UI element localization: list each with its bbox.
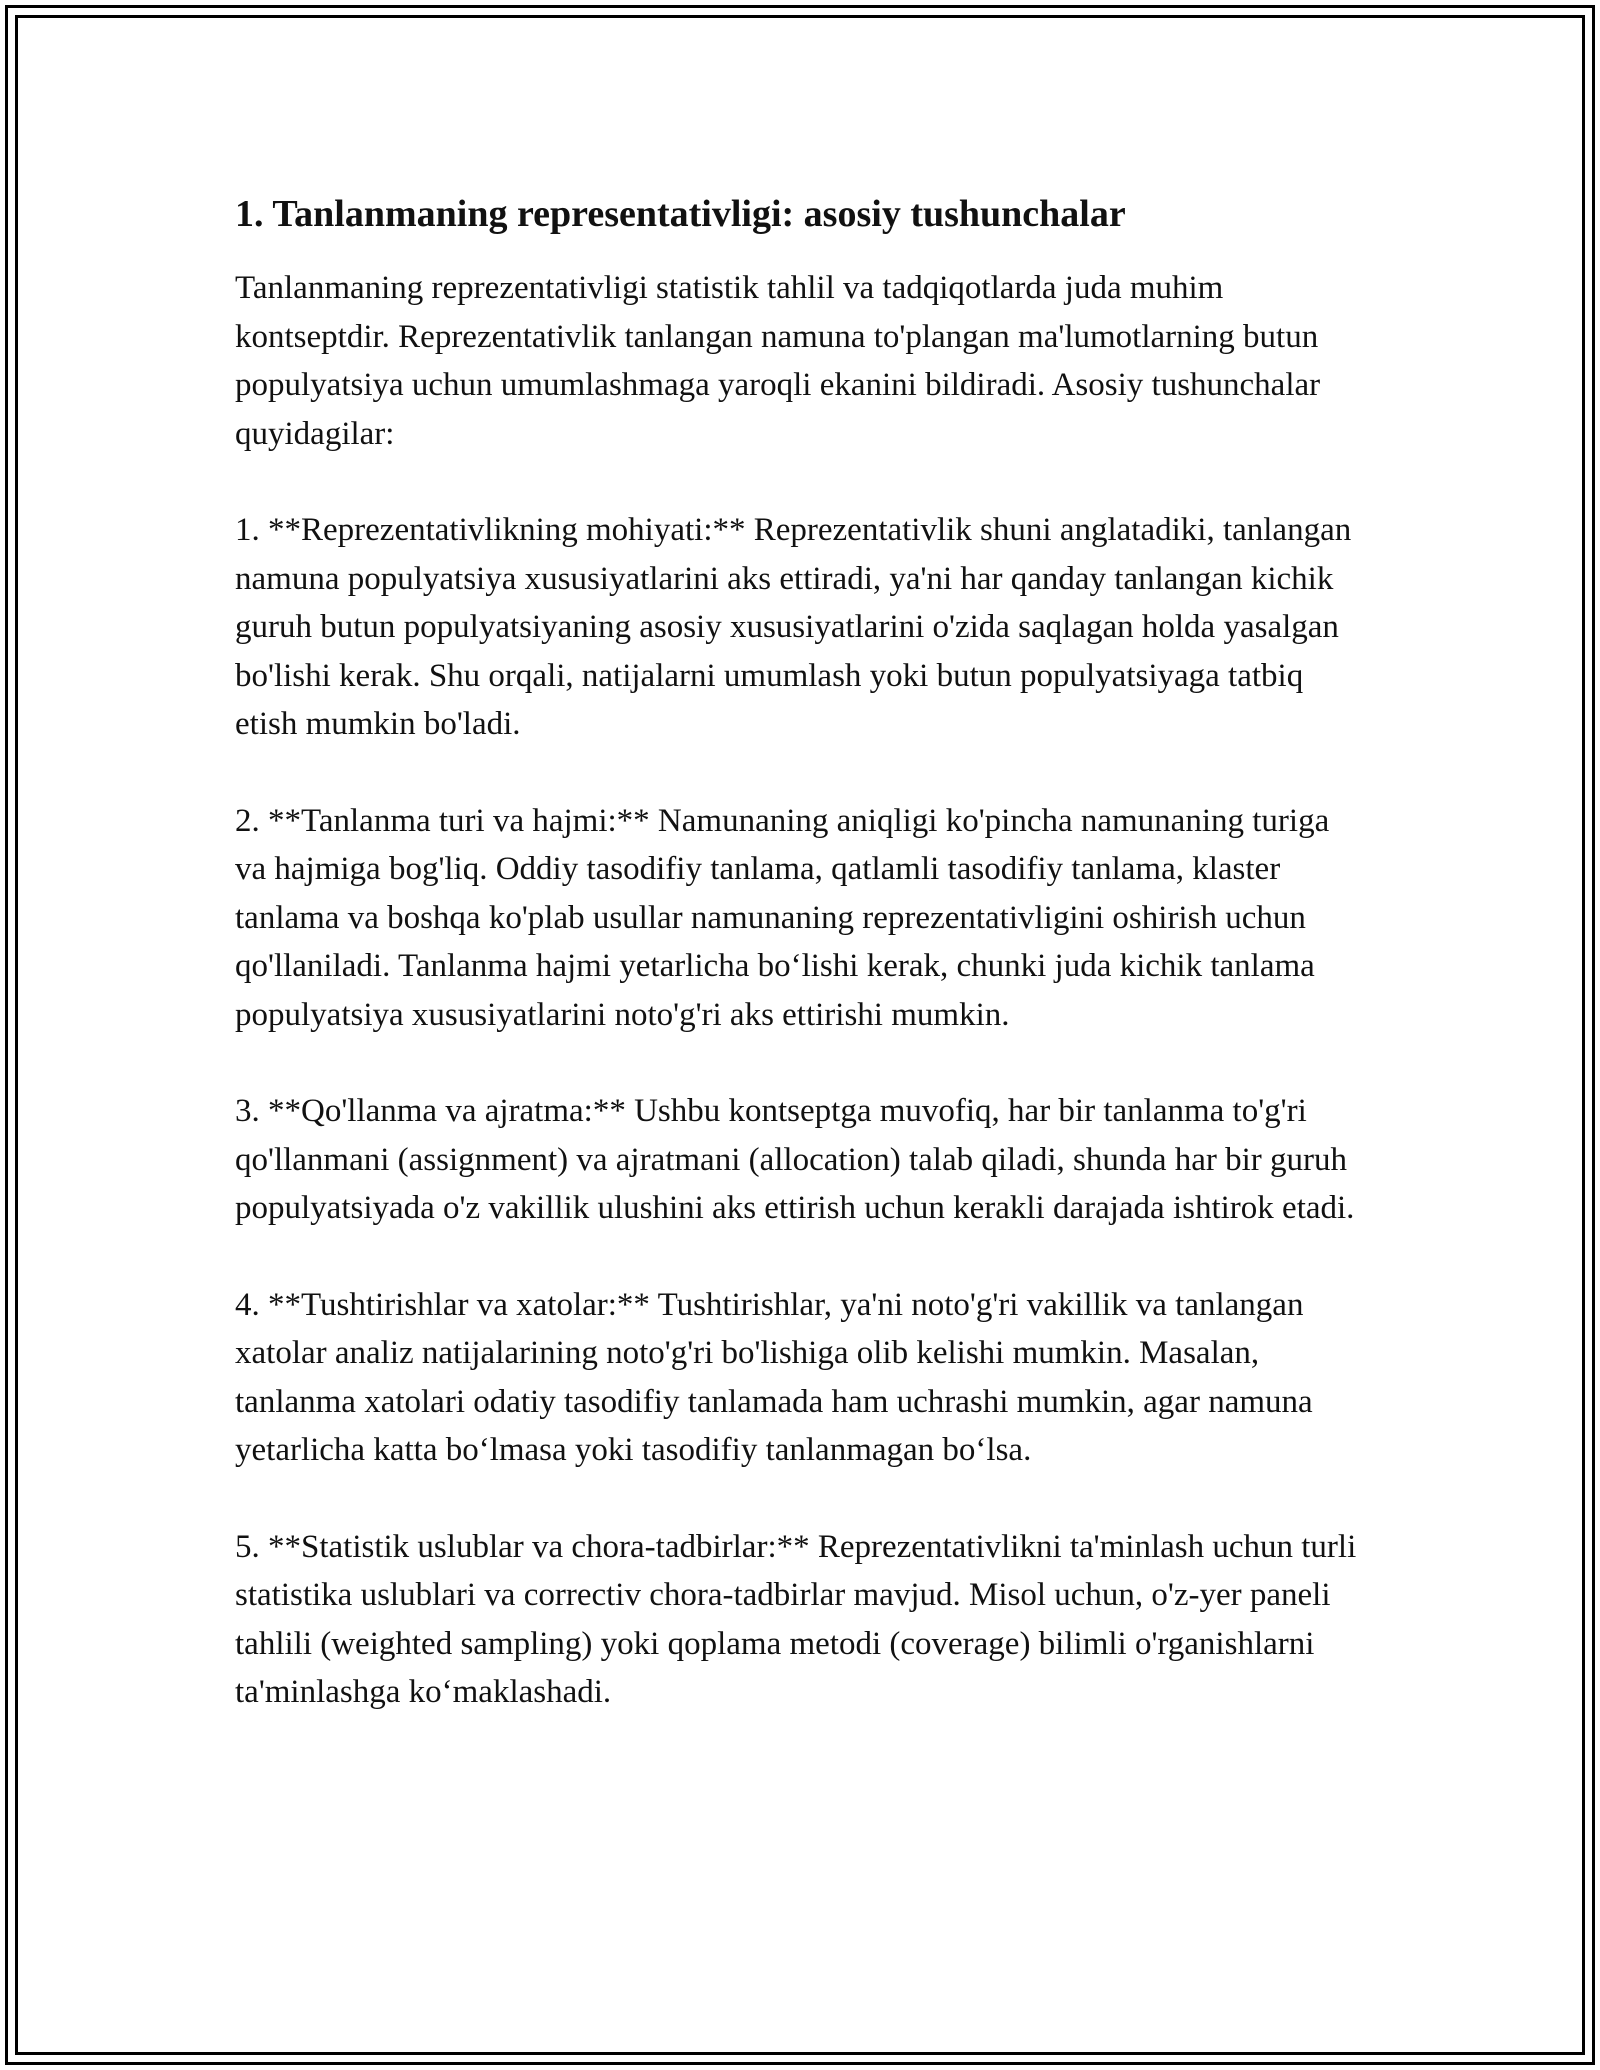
document-body <box>235 188 1365 1765</box>
document-title: 1. Tanlanmaning representativligi: asosiy tushunchalar <box>235 193 1126 235</box>
point-5-paragraph: 5. **Statistik uslublar va chora-tadbirlar:** Reprezentativlikni ta'minlash uchun turli statistika uslublari va correctiv chora-tadbirlar mavjud. Misol uchun, o'z-yer paneli tahlili (weighted sampling) yoki qoplama metodi (coverage) bilimli o'rganishlarni ta'minlashga ko‘maklashadi. <box>235 1528 1357 1710</box>
point-4-paragraph: 4. **Tushtirishlar va xatolar:** Tushtirishlar, ya'ni noto'g'ri vakillik va tanlangan xatolar analiz natijalarining noto'g'ri bo'lishiga olib kelishi mumkin. Masalan, tanlanma xatolari odatiy tasodifiy tanlamada ham uchrashi mumkin, agar namuna yetarlicha katta bo‘lmasa yoki tasodifiy tanlanmagan bo‘lsa. <box>235 1286 1313 1468</box>
point-2-paragraph: 2. **Tanlanma turi va hajmi:** Namunaning aniqligi ko'pincha namunaning turiga va hajmiga bog'liq. Oddiy tasodifiy tanlama, qatlamli tasodifiy tanlama, klaster tanlama va boshqa ko'plab usullar namunaning reprezentativligini oshirish uchun qo'llaniladi. Tanlanma hajmi yetarlicha bo‘lishi kerak, chunki juda kichik tanlama populyatsiya xususiyatlarini noto'g'ri aks ettirishi mumkin. <box>235 802 1330 1033</box>
intro-paragraph: Tanlanmaning reprezentativligi statistik tahlil va tadqiqotlarda juda muhim kontseptdir. Reprezentativlik tanlangan namuna to'plangan ma'lumotlarning butun populyatsiya uchun umumlashmaga yaroqli ekanini bildiradi. Asosiy tushunchalar quyidagilar: <box>235 270 1321 452</box>
point-1-paragraph: 1. **Reprezentativlikning mohiyati:** Reprezentativlik shuni anglatadiki, tanlangan namuna populyatsiya xususiyatlarini aks ettiradi, ya'ni har qanday tanlangan kichik guruh butun populyatsiyaning asosiy xususiyatlarini o'zida saqlagan holda yasalgan bo'lishi kerak. Shu orqali, natijalarni umumlash yoki butun populyatsiyaga tatbiq etish mumkin bo'ladi. <box>235 512 1352 742</box>
point-3-paragraph: 3. **Qo'llanma va ajratma:** Ushbu kontseptga muvofiq, har bir tanlanma to'g'ri qo'llanmani (assignment) va ajratmani (allocation) talab qiladi, shunda har bir guruh populyatsiyada o'z vakillik ulushini aks ettirish uchun kerakli darajada ishtirok etadi. <box>235 1093 1355 1226</box>
